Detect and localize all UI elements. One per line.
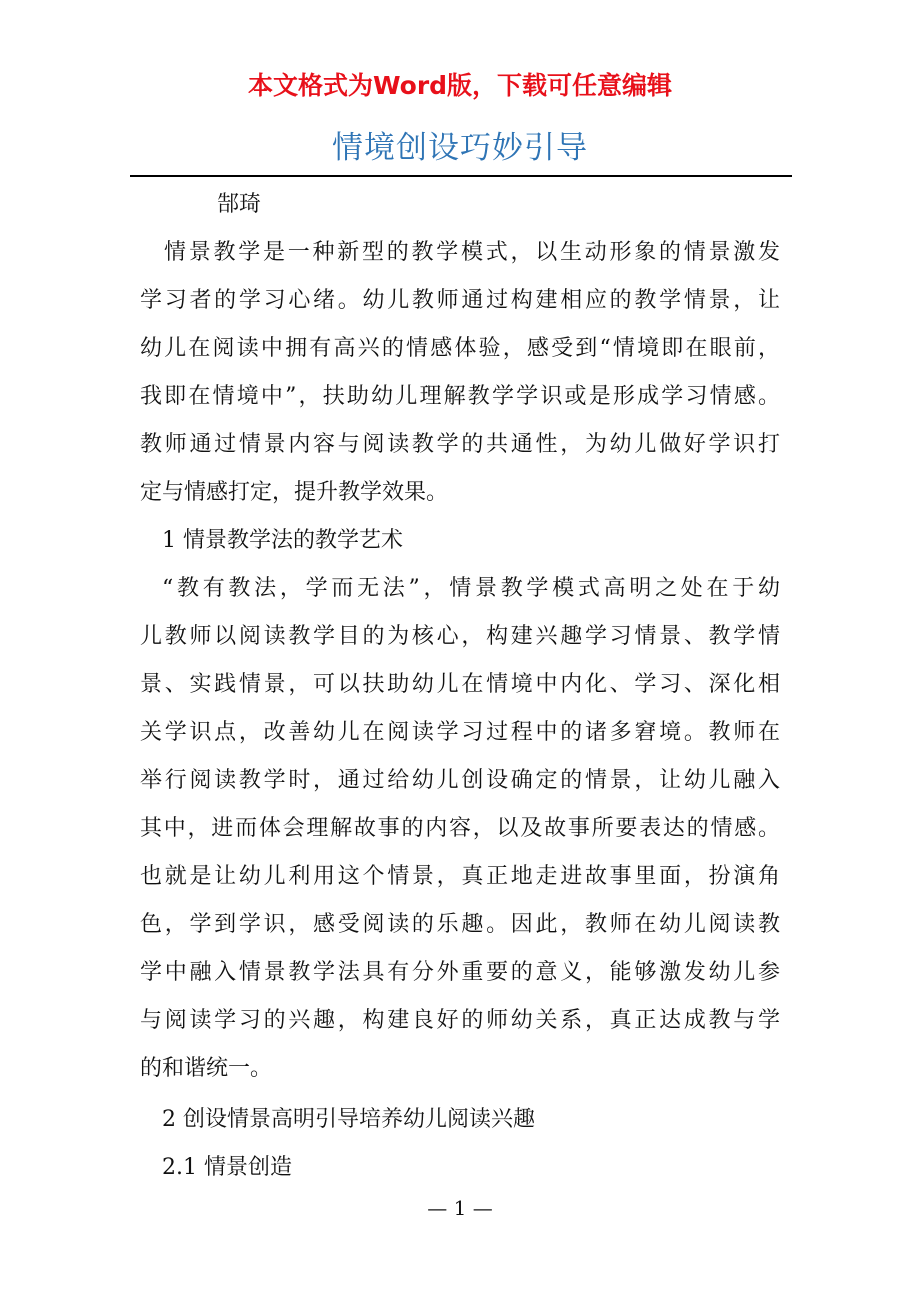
paragraph-line: 教师通过情景内容与阅读教学的共通性，为幼儿做好学识打 xyxy=(140,432,780,457)
section-heading-2: 2 创设情景高明引导培养幼儿阅读兴趣 xyxy=(162,1107,535,1132)
paragraph-line: 其中，进而体会理解故事的内容，以及故事所要表达的情感。 xyxy=(140,816,780,841)
paragraph-line: 幼儿在阅读中拥有高兴的情感体验，感受到“情境即在眼前， xyxy=(140,336,780,361)
title-divider xyxy=(130,175,792,177)
paragraph-line: 定与情感打定，提升教学效果。 xyxy=(140,480,449,505)
paragraph-line: 景、实践情景，可以扶助幼儿在情境中内化、学习、深化相 xyxy=(140,672,780,697)
section-heading-1: 1 情景教学法的教学艺术 xyxy=(162,528,403,553)
paragraph-line: 儿教师以阅读教学目的为核心，构建兴趣学习情景、教学情 xyxy=(140,624,780,649)
format-notice-banner: 本文格式为Word版，下载可任意编辑 xyxy=(247,71,673,100)
paragraph-line: 学中融入情景教学法具有分外重要的意义，能够激发幼儿参 xyxy=(140,960,780,985)
paragraph-line: 举行阅读教学时，通过给幼儿创设确定的情景，让幼儿融入 xyxy=(140,768,780,793)
paragraph-line: 情景教学是一种新型的教学模式，以生动形象的情景激发 xyxy=(164,240,780,265)
paragraph-line: 关学识点，改善幼儿在阅读学习过程中的诸多窘境。教师在 xyxy=(140,720,780,745)
paragraph-line: 色，学到学识，感受阅读的乐趣。因此，教师在幼儿阅读教 xyxy=(140,912,780,937)
author: 郜琦 xyxy=(217,192,262,217)
paragraph-line: 的和谐统一。 xyxy=(140,1056,273,1081)
paragraph-line: 与阅读学习的兴趣，构建良好的师幼关系，真正达成教与学 xyxy=(140,1008,780,1033)
document-title: 情境创设巧妙引导 xyxy=(332,130,588,166)
paragraph-line: 学习者的学习心绪。幼儿教师通过构建相应的教学情景，让 xyxy=(140,288,780,313)
page-number: — 1 — xyxy=(427,1196,493,1220)
paragraph-line: 也就是让幼儿利用这个情景，真正地走进故事里面，扮演角 xyxy=(140,864,780,889)
paragraph-line: 我即在情境中”，扶助幼儿理解教学学识或是形成学习情感。 xyxy=(140,384,780,409)
subsection-heading-2-1: 2.1 情景创造 xyxy=(162,1155,292,1180)
paragraph-line: “教有教法，学而无法”，情景教学模式高明之处在于幼 xyxy=(162,576,780,601)
